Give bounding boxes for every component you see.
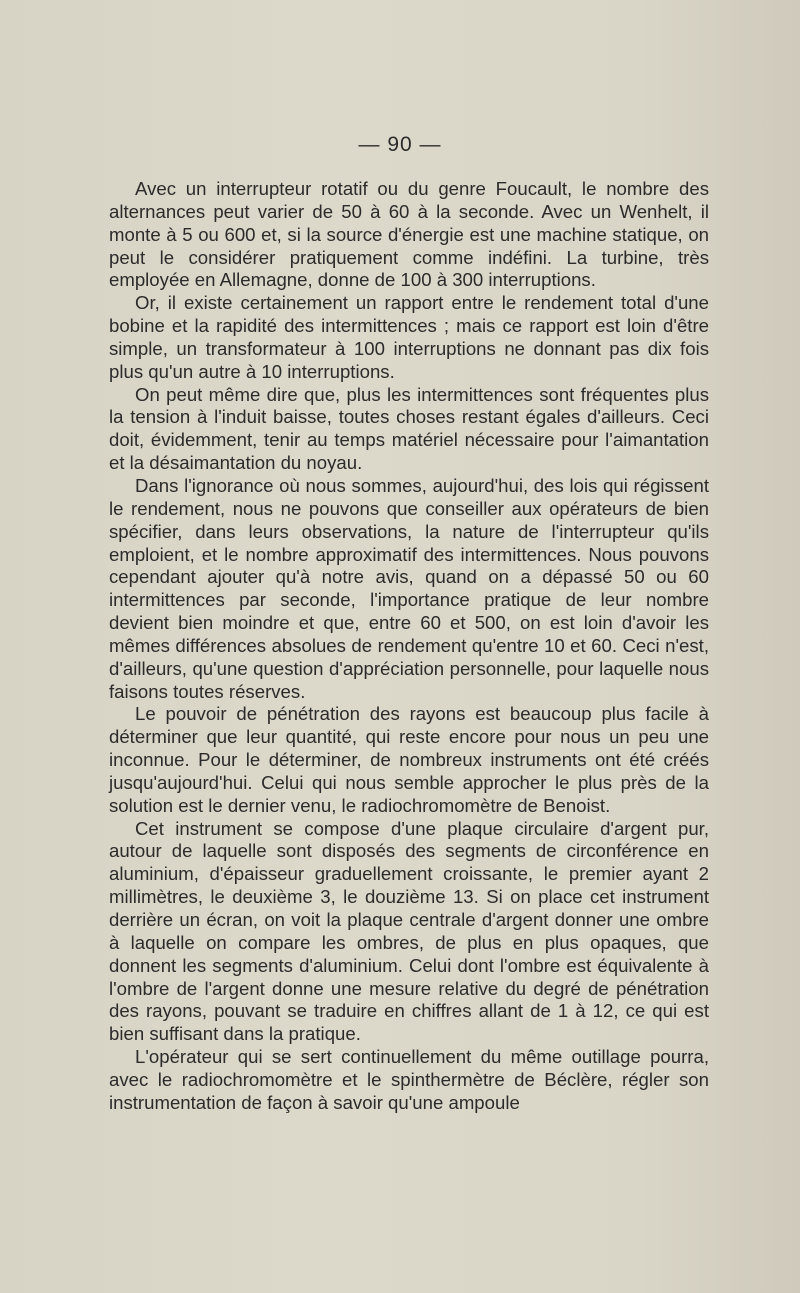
paragraph: Cet instrument se compose d'une plaque circulaire d'argent pur, autour de laquelle sont disposés des segments de circonférence en aluminium, d'épaisseur graduellement croissante, le premier ayant 2 millimètres, le deuxième 3, le douzième 13. Si on place cet instrument derrière un écran, on voit la plaque centrale d'argent donner une ombre à laquelle on compare les ombres, de plus en plus opaques, que donnent les segments d'aluminium. Celui dont l'ombre est équivalente à l'ombre de l'argent donne une mesure relative du degré de pénétration des rayons, pouvant se traduire en chiffres allant de 1 à 12, ce qui est bien suffisant dans la pratique. <box>109 817 709 1045</box>
paragraph: Le pouvoir de pénétration des rayons est beaucoup plus facile à déterminer que leur quantité, qui reste encore pour nous un peu une inconnue. Pour le déterminer, de nombreux instruments ont été créés jusqu'aujourd'hui. Celui qui nous semble approcher le plus près de la solution est le dernier venu, le radiochromomètre de Benoist. <box>109 703 709 816</box>
page-number: — 90 — <box>358 133 442 156</box>
paragraph: On peut même dire que, plus les intermittences sont fréquentes plus la tension à l'induit baisse, toutes choses restant égales d'ailleurs. Ceci doit, évidemment, tenir au temps matériel nécessaire pour l'aimantation et la désaimantation du noyau. <box>109 383 709 474</box>
paragraph: Or, il existe certainement un rapport entre le rendement total d'une bobine et la rapidité des intermittences ; mais ce rapport est loin d'être simple, un transformateur à 100 interruptions ne donnant pas dix fois plus qu'un autre à 10 interruptions. <box>109 292 709 382</box>
paragraph: Avec un interrupteur rotatif ou du genre Foucault, le nombre des alternances peut varier de 50 à 60 à la seconde. Avec un Wenhelt, il monte à 5 ou 600 et, si la source d'énergie est une machine statique, on peut le considérer pratiquement comme indéfini. La turbine, très employée en Allemagne, donne de 100 à 300 interruptions. <box>109 178 709 291</box>
body-text <box>109 178 709 1115</box>
paragraph: Dans l'ignorance où nous sommes, aujourd'hui, des lois qui régissent le rendement, nous ne pouvons que conseiller aux opérateurs de bien spécifier, dans leurs observations, la nature de l'interrupteur qu'ils emploient, et le nombre approximatif des intermittences. Nous pouvons cependant ajouter qu'à notre avis, quand on a dépassé 50 ou 60 intermittences par seconde, l'importance pratique de leur nombre devient bien moindre et que, entre 60 et 500, on est loin d'avoir les mêmes différences absolues de rendement qu'entre 10 et 60. Ceci n'est, d'ailleurs, qu'une question d'appréciation personnelle, pour laquelle nous faisons toutes réserves. <box>109 474 709 702</box>
paragraph: L'opérateur qui se sert continuellement du même outillage pourra, avec le radiochromomètre et le spinthermètre de Béclère, régler son instrumentation de façon à savoir qu'une ampoule <box>109 1046 709 1113</box>
